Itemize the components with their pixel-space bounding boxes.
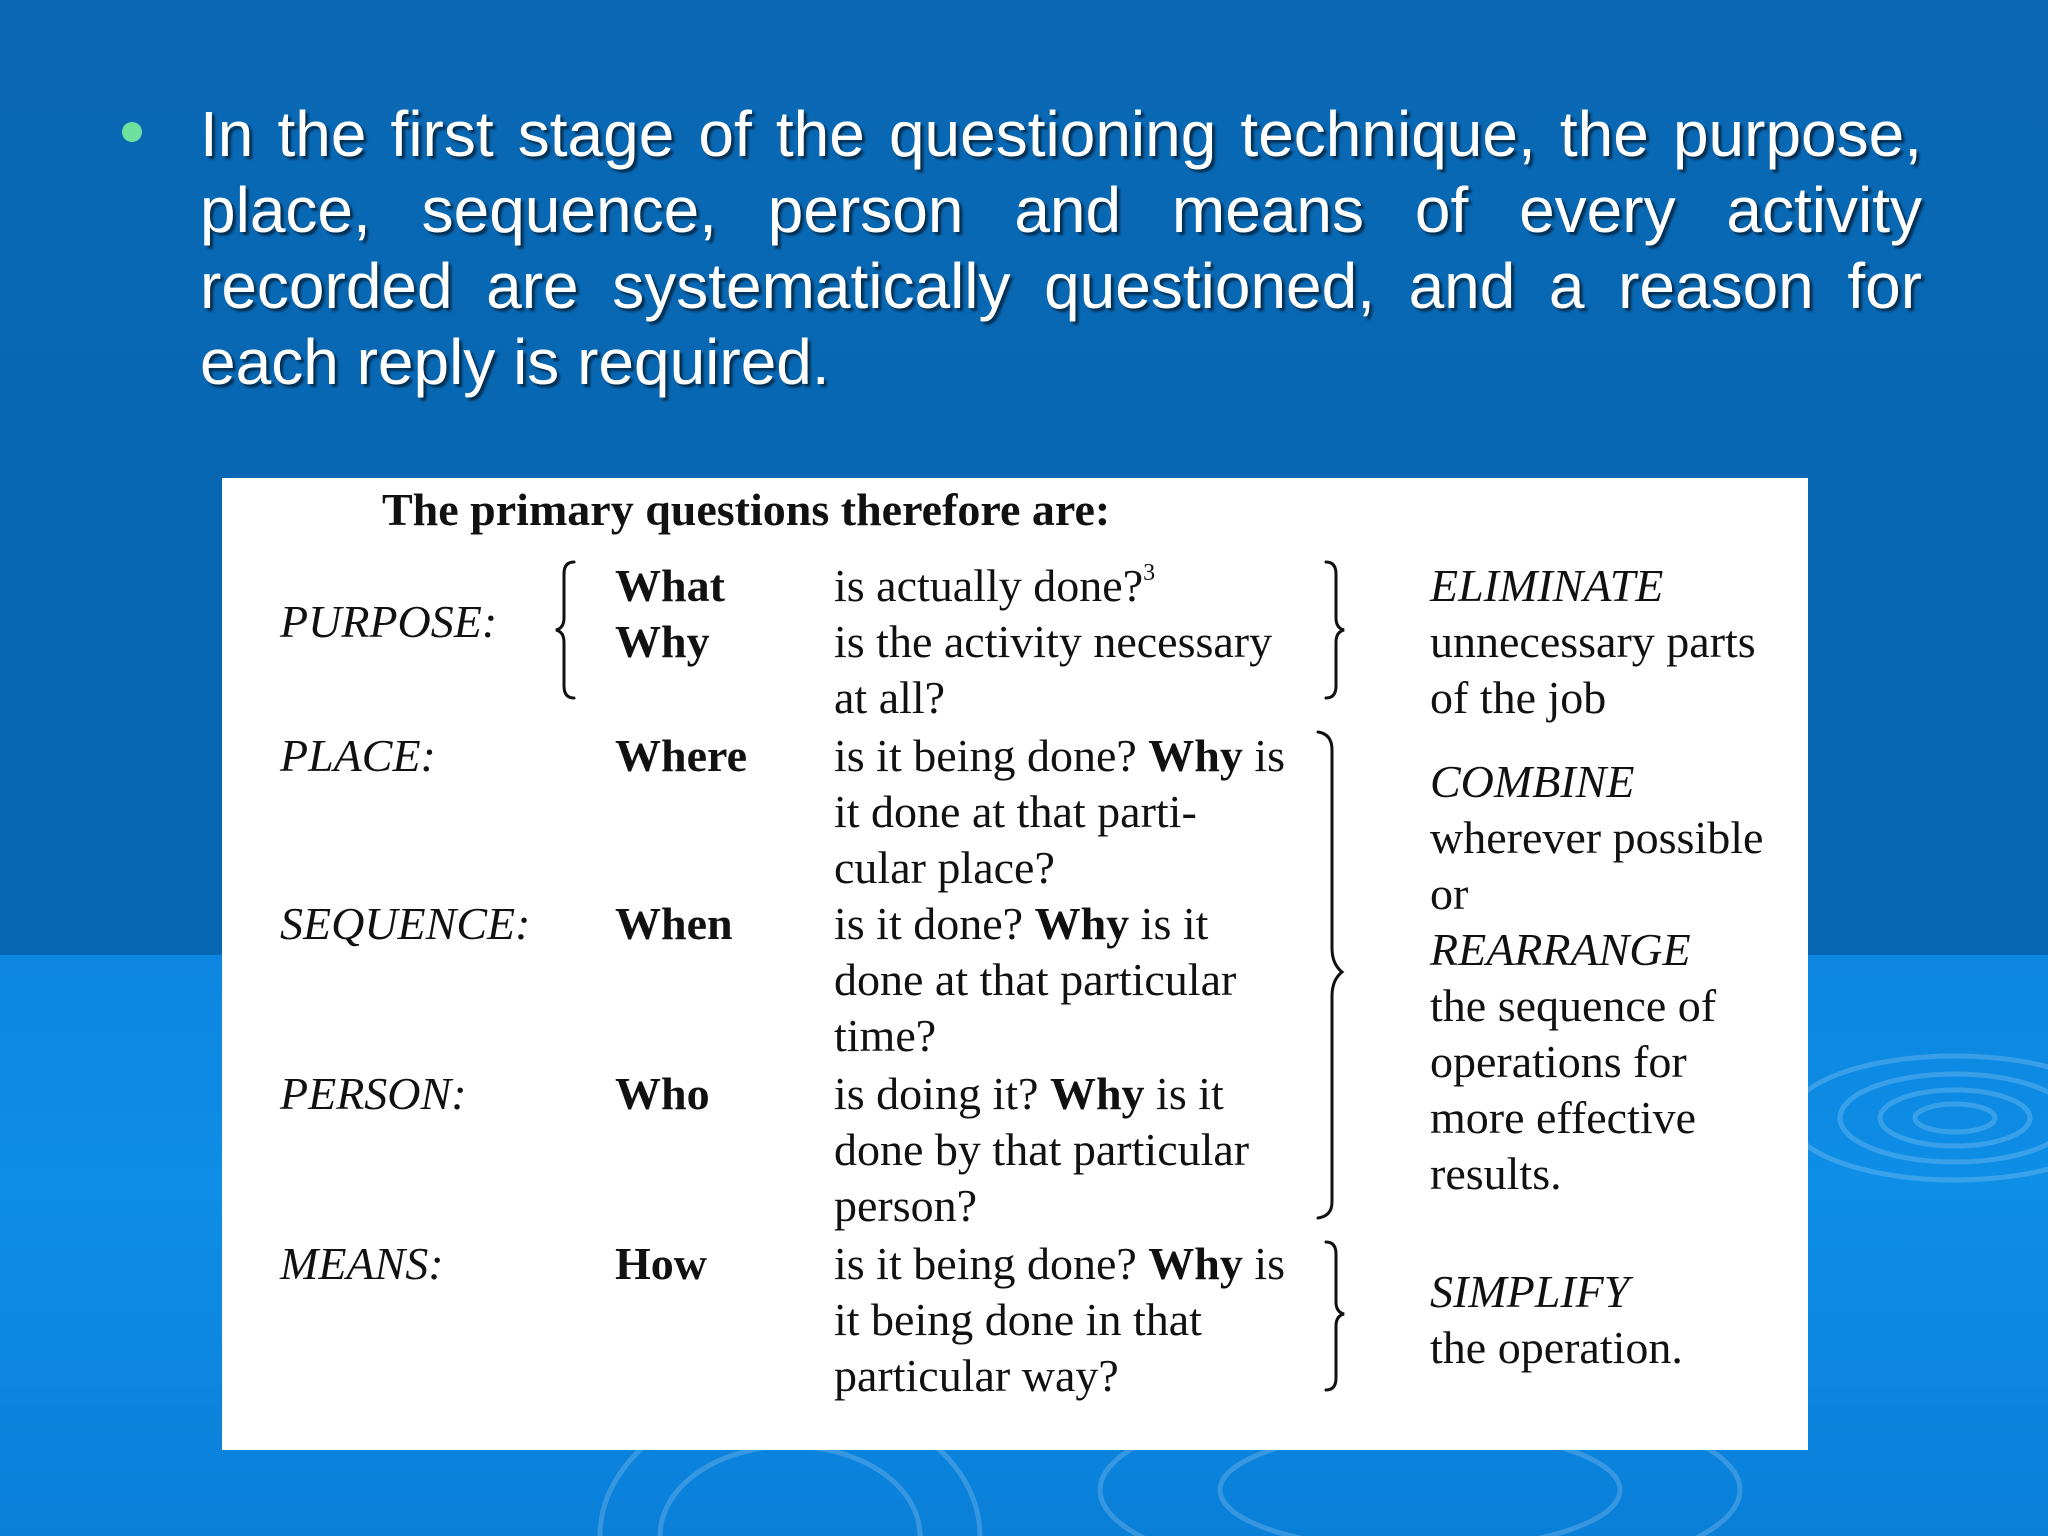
- combine-line-1: wherever possible: [1430, 812, 1764, 863]
- question-word-why: Why: [615, 616, 710, 667]
- means-line-3: particular way?: [834, 1350, 1119, 1401]
- category-sequence: SEQUENCE:: [280, 898, 531, 949]
- action-simplify: SIMPLIFY: [1430, 1266, 1630, 1317]
- means-line-2: it being done in that: [834, 1294, 1202, 1345]
- purpose-line-3: at all?: [834, 672, 946, 723]
- bullet-dot: [122, 122, 142, 142]
- purpose-right-brace: [1326, 562, 1344, 698]
- person-line-3: person?: [834, 1180, 978, 1231]
- purpose-left-brace: [556, 562, 574, 698]
- brace-graphics: [222, 478, 1808, 1450]
- question-word-what: What: [615, 560, 725, 611]
- action-eliminate: ELIMINATE: [1430, 560, 1664, 611]
- place-line-2: it done at that parti-: [834, 786, 1197, 837]
- primary-questions-figure: [222, 478, 1808, 1450]
- category-person: PERSON:: [280, 1068, 467, 1119]
- purpose-line-1: is actually done?$^3$: [834, 560, 1156, 611]
- action-combine: COMBINE: [1430, 756, 1635, 807]
- question-word-who: Who: [615, 1068, 710, 1119]
- rearrange-line-3: more effective: [1430, 1092, 1697, 1143]
- purpose-line-2: is the activity necessary: [834, 616, 1273, 667]
- rearrange-line-2: operations for: [1430, 1036, 1687, 1087]
- question-word-how: How: [615, 1238, 707, 1289]
- eliminate-line-2: of the job: [1430, 672, 1607, 723]
- combine-rearrange-brace: [1318, 732, 1342, 1218]
- person-line-2: done by that particular: [834, 1124, 1250, 1175]
- means-line-1: is it being done? Why is: [834, 1238, 1286, 1289]
- place-line-1: is it being done? Why is: [834, 730, 1286, 781]
- eliminate-line-1: unnecessary parts: [1430, 616, 1756, 667]
- sequence-line-2: done at that particular: [834, 954, 1237, 1005]
- action-rearrange: REARRANGE: [1430, 924, 1691, 975]
- category-purpose: PURPOSE:: [280, 596, 498, 647]
- combine-line-2: or: [1430, 868, 1469, 919]
- rearrange-line-1: the sequence of: [1430, 980, 1717, 1031]
- simplify-brace: [1326, 1242, 1344, 1390]
- rearrange-line-4: results.: [1430, 1148, 1562, 1199]
- figure-title: The primary questions therefore are:: [382, 484, 1111, 535]
- category-means: MEANS:: [280, 1238, 444, 1289]
- intro-paragraph: In the first stage of the questioning technique, the purpose, place, sequence, person and means of every activity recorded are systematically questioned, and a reason for each reply is required.: [200, 98, 1922, 398]
- place-line-3: cular place?: [834, 842, 1055, 893]
- footnote-marker: 3: [1143, 560, 1156, 586]
- person-line-1: is doing it? Why is it: [834, 1068, 1224, 1119]
- question-word-where: Where: [615, 730, 748, 781]
- question-word-when: When: [615, 898, 733, 949]
- sequence-line-1: is it done? Why is it: [834, 898, 1209, 949]
- sequence-line-3: time?: [834, 1010, 937, 1061]
- simplify-line-1: the operation.: [1430, 1322, 1683, 1373]
- category-place: PLACE:: [280, 730, 436, 781]
